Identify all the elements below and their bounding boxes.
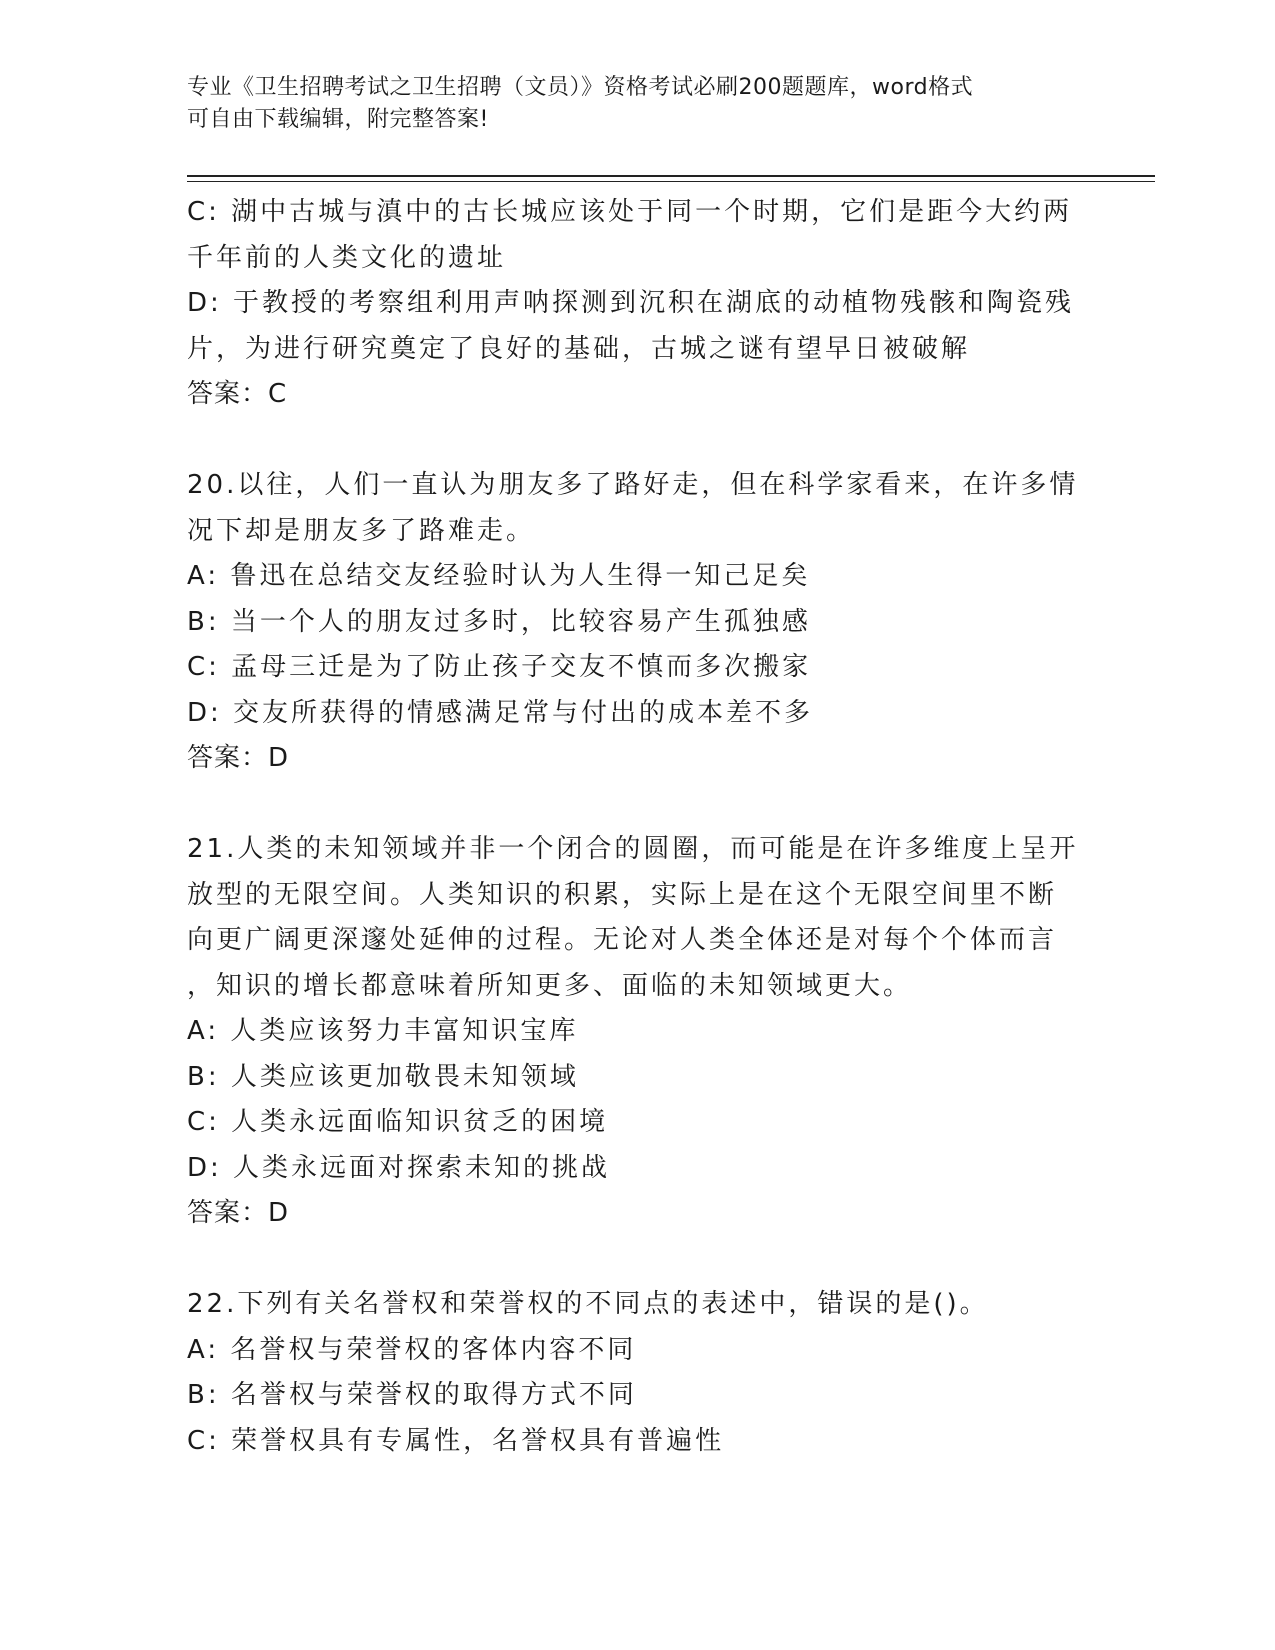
option-d: D: 交友所获得的情感满足常与付出的成本差不多 bbox=[187, 697, 814, 728]
option-c: C: 湖中古城与滇中的古长城应该处于同一个时期，它们是距今大约两 bbox=[187, 197, 1073, 227]
option-c: C: 荣誉权具有专属性，名誉权具有普遍性 bbox=[187, 1425, 725, 1456]
spacer bbox=[187, 782, 1087, 828]
header-divider-thin bbox=[187, 181, 1155, 182]
answer: 答案：D bbox=[187, 1198, 290, 1228]
question-stem: 放型的无限空间。人类知识的积累，实际上是在这个无限空间里不断 bbox=[187, 879, 1058, 910]
option-c-continued: 千年前的人类文化的遗址 bbox=[187, 242, 507, 273]
option-a: A: 鲁迅在总结交友经验时认为人生得一知己足矣 bbox=[187, 561, 811, 591]
document-body bbox=[187, 190, 1087, 1464]
option-d-continued: 片，为进行研究奠定了良好的基础，古城之谜有望早日被破解 bbox=[187, 333, 971, 364]
option-d: D: 于教授的考察组利用声呐探测到沉积在湖底的动植物残骸和陶瓷残 bbox=[187, 288, 1075, 318]
header-divider-thick bbox=[187, 175, 1155, 177]
option-a: A: 人类应该努力丰富知识宝库 bbox=[187, 1016, 579, 1046]
answer: 答案：C bbox=[187, 379, 288, 409]
question-21 bbox=[187, 827, 1087, 1237]
question-22 bbox=[187, 1282, 1087, 1464]
question-stem: 况下却是朋友多了路难走。 bbox=[187, 515, 536, 546]
header-line: 可自由下载编辑，附完整答案! bbox=[187, 107, 489, 132]
spacer bbox=[187, 1237, 1087, 1283]
option-d: D: 人类永远面对探索未知的挑战 bbox=[187, 1152, 611, 1183]
answer: 答案：D bbox=[187, 743, 290, 773]
question-stem: ，知识的增长都意味着所知更多、面临的未知领域更大。 bbox=[187, 970, 913, 1001]
option-a: A: 名誉权与荣誉权的客体内容不同 bbox=[187, 1334, 637, 1365]
question-stem: 22.下列有关名誉权和荣誉权的不同点的表述中，错误的是()。 bbox=[187, 1289, 989, 1319]
option-b: B: 名誉权与荣誉权的取得方式不同 bbox=[187, 1380, 637, 1410]
question-19-tail bbox=[187, 190, 1087, 418]
option-b: B: 当一个人的朋友过多时，比较容易产生孤独感 bbox=[187, 606, 811, 637]
question-stem: 向更广阔更深邃处延伸的过程。无论对人类全体还是对每个个体而言 bbox=[187, 925, 1058, 955]
question-stem: 21.人类的未知领域并非一个闭合的圆圈，而可能是在许多维度上呈开 bbox=[187, 834, 1079, 864]
document-header bbox=[187, 72, 1087, 136]
header-line: 专业《卫生招聘考试之卫生招聘（文员）》资格考试必刷200题题库，word格式 bbox=[187, 75, 974, 100]
option-c: C: 孟母三迁是为了防止孩子交友不慎而多次搬家 bbox=[187, 652, 812, 682]
question-20 bbox=[187, 463, 1087, 782]
option-c: C: 人类永远面临知识贫乏的困境 bbox=[187, 1107, 609, 1137]
option-b: B: 人类应该更加敬畏未知领域 bbox=[187, 1061, 579, 1092]
question-stem: 20.以往，人们一直认为朋友多了路好走，但在科学家看来，在许多情 bbox=[187, 470, 1079, 500]
spacer bbox=[187, 418, 1087, 464]
